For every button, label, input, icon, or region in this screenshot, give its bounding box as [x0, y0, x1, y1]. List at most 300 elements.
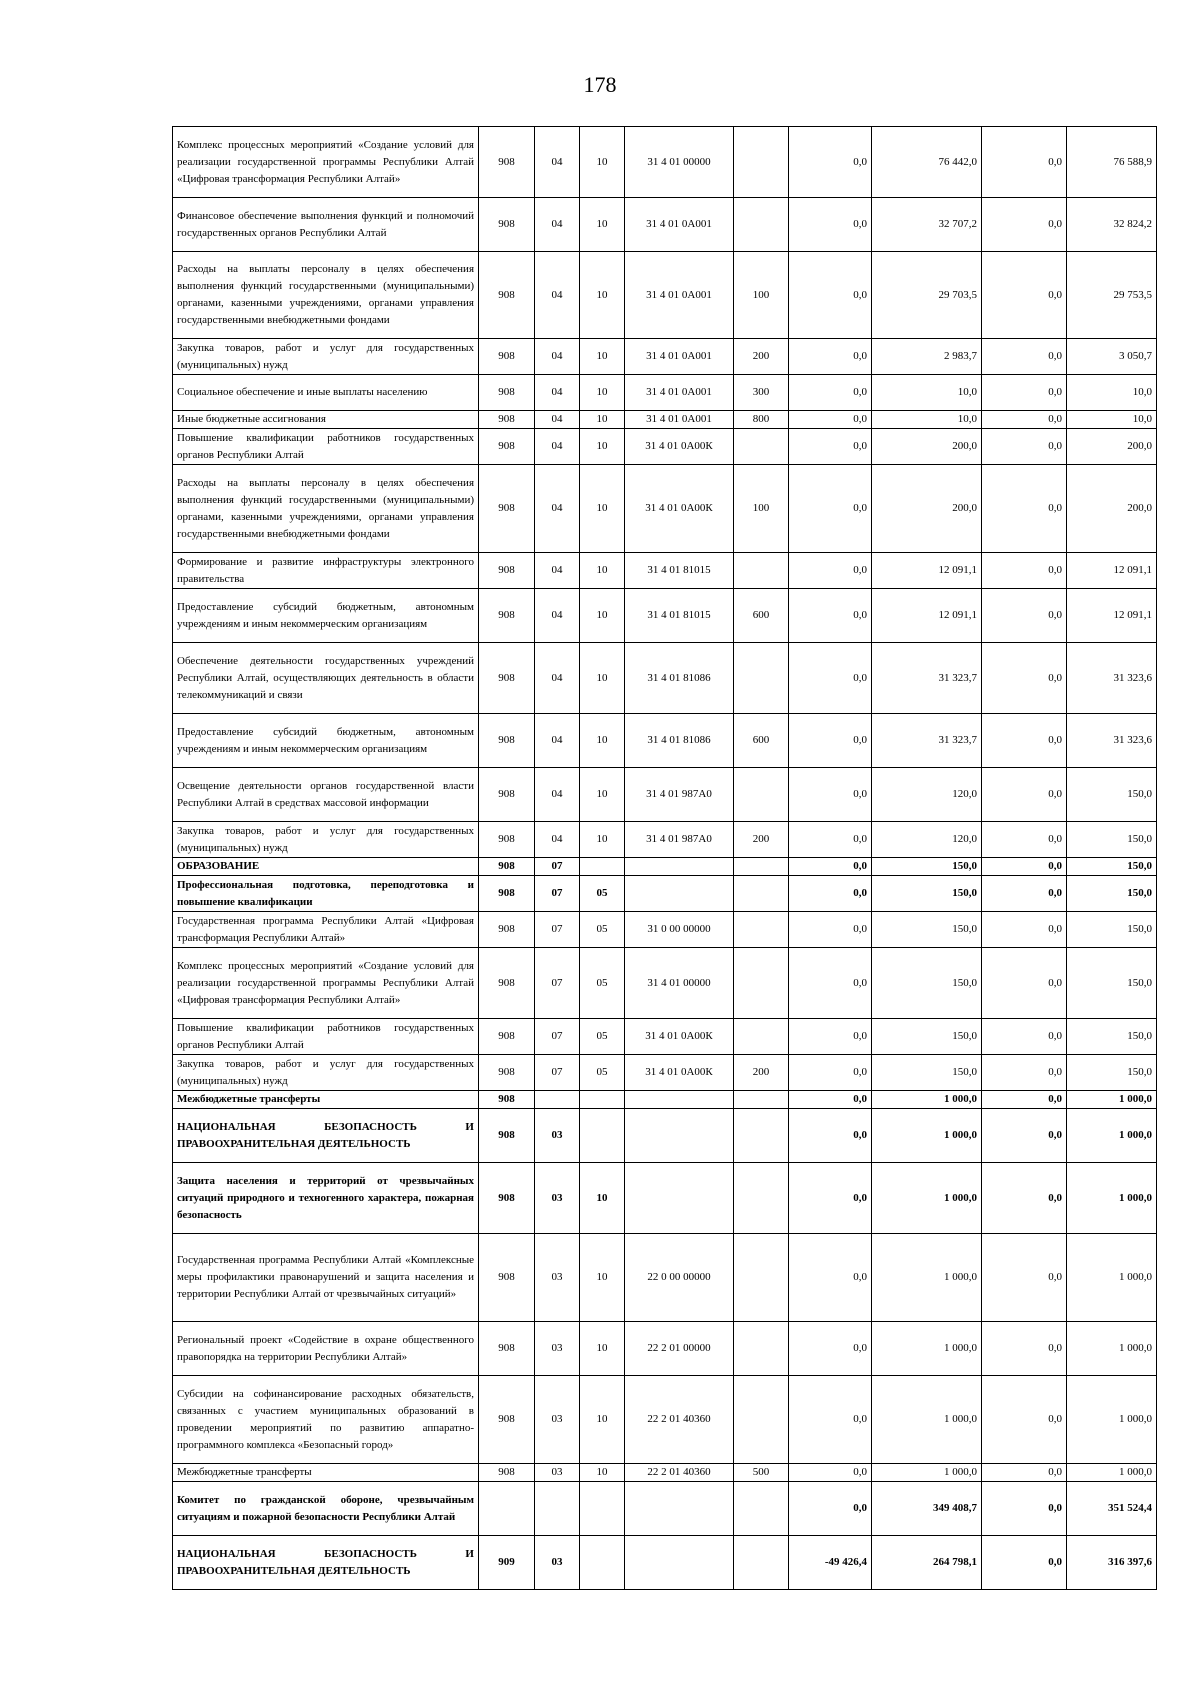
cell-grbs: 908	[479, 429, 535, 465]
cell-section	[535, 1091, 580, 1109]
cell-target-article: 31 4 01 0А00К	[625, 465, 734, 553]
cell-expense-type	[734, 1234, 789, 1322]
row-name: Государственная программа Республики Алтай «Цифровая трансформация Республики Алтай»	[173, 912, 479, 948]
table-row	[173, 465, 1157, 553]
cell-expense-type	[734, 1482, 789, 1536]
cell-section: 03	[535, 1109, 580, 1163]
cell-subsection: 10	[580, 465, 625, 553]
cell-expense-type: 200	[734, 339, 789, 375]
cell-target-article	[625, 858, 734, 876]
cell-amount-year-2: 31 323,6	[1067, 643, 1157, 714]
cell-subsection: 10	[580, 198, 625, 252]
cell-amount-change: 0,0	[789, 375, 872, 411]
cell-section: 04	[535, 411, 580, 429]
row-name: Комплекс процессных мероприятий «Создание условий для реализации государственной программы Республики Алтай «Цифровая трансформация Республики Алтай»	[173, 948, 479, 1019]
row-name: Межбюджетные трансферты	[173, 1091, 479, 1109]
cell-target-article: 31 4 01 81086	[625, 714, 734, 768]
cell-target-article: 31 0 00 00000	[625, 912, 734, 948]
page-number: 178	[583, 72, 617, 97]
row-name: Межбюджетные трансферты	[173, 1464, 479, 1482]
cell-amount-change: 0,0	[789, 589, 872, 643]
cell-expense-type: 600	[734, 589, 789, 643]
cell-expense-type	[734, 1322, 789, 1376]
cell-amount-change-2: 0,0	[982, 1322, 1067, 1376]
cell-amount-change-2: 0,0	[982, 912, 1067, 948]
cell-amount-year-2: 150,0	[1067, 858, 1157, 876]
row-name: НАЦИОНАЛЬНАЯ БЕЗОПАСНОСТЬ И ПРАВООХРАНИТЕЛЬНАЯ ДЕЯТЕЛЬНОСТЬ	[173, 1109, 479, 1163]
cell-expense-type	[734, 643, 789, 714]
cell-amount-year: 1 000,0	[872, 1163, 982, 1234]
table-row	[173, 553, 1157, 589]
cell-amount-change: 0,0	[789, 948, 872, 1019]
cell-section: 07	[535, 1055, 580, 1091]
cell-amount-change-2: 0,0	[982, 948, 1067, 1019]
cell-section: 04	[535, 429, 580, 465]
cell-grbs: 908	[479, 1055, 535, 1091]
cell-grbs: 908	[479, 1464, 535, 1482]
cell-expense-type	[734, 912, 789, 948]
cell-grbs: 908	[479, 252, 535, 339]
cell-grbs: 908	[479, 1019, 535, 1055]
cell-amount-year: 1 000,0	[872, 1464, 982, 1482]
cell-section: 04	[535, 553, 580, 589]
cell-amount-year-2: 200,0	[1067, 429, 1157, 465]
row-name: Комплекс процессных мероприятий «Создание условий для реализации государственной программы Республики Алтай «Цифровая трансформация Республики Алтай»	[173, 127, 479, 198]
cell-amount-change: 0,0	[789, 876, 872, 912]
cell-amount-year-2: 1 000,0	[1067, 1163, 1157, 1234]
cell-amount-year: 150,0	[872, 858, 982, 876]
cell-section: 04	[535, 375, 580, 411]
cell-amount-change-2: 0,0	[982, 1091, 1067, 1109]
cell-grbs: 908	[479, 1234, 535, 1322]
cell-grbs: 908	[479, 1163, 535, 1234]
row-name: Закупка товаров, работ и услуг для государственных (муниципальных) нужд	[173, 822, 479, 858]
cell-target-article: 31 4 01 0А00К	[625, 429, 734, 465]
cell-amount-change: 0,0	[789, 198, 872, 252]
cell-subsection: 10	[580, 252, 625, 339]
row-name: Профессиональная подготовка, переподготовка и повышение квалификации	[173, 876, 479, 912]
cell-grbs: 908	[479, 589, 535, 643]
cell-target-article: 22 2 01 00000	[625, 1322, 734, 1376]
cell-section: 07	[535, 948, 580, 1019]
cell-amount-change: 0,0	[789, 1482, 872, 1536]
cell-target-article: 22 2 01 40360	[625, 1376, 734, 1464]
cell-amount-year: 1 000,0	[872, 1091, 982, 1109]
cell-amount-change: 0,0	[789, 465, 872, 553]
cell-section: 04	[535, 768, 580, 822]
row-name: Финансовое обеспечение выполнения функций и полномочий государственных органов Республики Алтай	[173, 198, 479, 252]
cell-target-article: 31 4 01 0А00К	[625, 1019, 734, 1055]
cell-expense-type	[734, 429, 789, 465]
cell-grbs: 908	[479, 198, 535, 252]
cell-amount-year-2: 10,0	[1067, 375, 1157, 411]
cell-amount-change: 0,0	[789, 1464, 872, 1482]
cell-amount-change: 0,0	[789, 822, 872, 858]
cell-amount-year-2: 150,0	[1067, 822, 1157, 858]
table-row	[173, 768, 1157, 822]
cell-amount-change: 0,0	[789, 252, 872, 339]
cell-amount-year-2: 1 000,0	[1067, 1091, 1157, 1109]
cell-amount-year-2: 150,0	[1067, 1055, 1157, 1091]
cell-amount-change: 0,0	[789, 1163, 872, 1234]
table-row	[173, 1376, 1157, 1464]
cell-amount-year: 10,0	[872, 411, 982, 429]
table-row	[173, 1234, 1157, 1322]
cell-amount-year: 264 798,1	[872, 1536, 982, 1590]
cell-expense-type	[734, 1091, 789, 1109]
cell-grbs: 908	[479, 1109, 535, 1163]
row-name: Освещение деятельности органов государственной власти Республики Алтай в средствах массовой информации	[173, 768, 479, 822]
cell-expense-type: 200	[734, 1055, 789, 1091]
cell-target-article	[625, 1482, 734, 1536]
cell-amount-year: 1 000,0	[872, 1234, 982, 1322]
cell-section: 03	[535, 1376, 580, 1464]
cell-amount-year-2: 32 824,2	[1067, 198, 1157, 252]
cell-amount-year-2: 10,0	[1067, 411, 1157, 429]
row-name: Повышение квалификации работников государственных органов Республики Алтай	[173, 1019, 479, 1055]
cell-expense-type	[734, 1109, 789, 1163]
table-row	[173, 375, 1157, 411]
cell-grbs: 908	[479, 714, 535, 768]
cell-amount-change-2: 0,0	[982, 1109, 1067, 1163]
cell-amount-year: 150,0	[872, 1055, 982, 1091]
cell-amount-year: 200,0	[872, 465, 982, 553]
cell-subsection: 10	[580, 1234, 625, 1322]
cell-amount-year: 150,0	[872, 876, 982, 912]
cell-amount-year-2: 150,0	[1067, 1019, 1157, 1055]
cell-subsection: 10	[580, 1464, 625, 1482]
cell-subsection: 10	[580, 822, 625, 858]
cell-section: 07	[535, 1019, 580, 1055]
cell-subsection: 10	[580, 1376, 625, 1464]
cell-amount-year: 12 091,1	[872, 553, 982, 589]
cell-grbs: 908	[479, 411, 535, 429]
table-row	[173, 1019, 1157, 1055]
cell-amount-change-2: 0,0	[982, 1055, 1067, 1091]
row-name: Расходы на выплаты персоналу в целях обеспечения выполнения функций государственными (муниципальными) органами, казенными учреждениями, органами управления государственными внебюджетными фондами	[173, 252, 479, 339]
row-name: Предоставление субсидий бюджетным, автономным учреждениям и иным некоммерческим организациям	[173, 589, 479, 643]
cell-amount-year-2: 31 323,6	[1067, 714, 1157, 768]
cell-subsection: 05	[580, 1055, 625, 1091]
cell-amount-change: 0,0	[789, 1109, 872, 1163]
cell-target-article: 31 4 01 81015	[625, 553, 734, 589]
cell-amount-change: 0,0	[789, 1234, 872, 1322]
cell-amount-change: 0,0	[789, 768, 872, 822]
cell-amount-change: 0,0	[789, 553, 872, 589]
cell-amount-change-2: 0,0	[982, 411, 1067, 429]
cell-expense-type	[734, 858, 789, 876]
row-name: Закупка товаров, работ и услуг для государственных (муниципальных) нужд	[173, 1055, 479, 1091]
cell-amount-change-2: 0,0	[982, 643, 1067, 714]
cell-amount-change: 0,0	[789, 429, 872, 465]
row-name: Формирование и развитие инфраструктуры электронного правительства	[173, 553, 479, 589]
table-row	[173, 912, 1157, 948]
table-row	[173, 1109, 1157, 1163]
cell-amount-year-2: 29 753,5	[1067, 252, 1157, 339]
row-name: Закупка товаров, работ и услуг для государственных (муниципальных) нужд	[173, 339, 479, 375]
cell-grbs: 908	[479, 1091, 535, 1109]
table-row	[173, 643, 1157, 714]
cell-amount-change-2: 0,0	[982, 1234, 1067, 1322]
table-row	[173, 1464, 1157, 1482]
cell-expense-type	[734, 127, 789, 198]
table-row	[173, 858, 1157, 876]
cell-expense-type	[734, 1376, 789, 1464]
cell-amount-change-2: 0,0	[982, 876, 1067, 912]
table-row	[173, 822, 1157, 858]
row-name: Обеспечение деятельности государственных учреждений Республики Алтай, осуществляющих деятельность в области телекоммуникаций и связи	[173, 643, 479, 714]
cell-subsection: 10	[580, 643, 625, 714]
cell-section: 07	[535, 912, 580, 948]
cell-amount-year-2: 1 000,0	[1067, 1322, 1157, 1376]
cell-section: 04	[535, 127, 580, 198]
cell-section: 03	[535, 1536, 580, 1590]
cell-amount-year-2: 150,0	[1067, 876, 1157, 912]
cell-amount-change: 0,0	[789, 1091, 872, 1109]
cell-expense-type	[734, 198, 789, 252]
cell-grbs: 908	[479, 339, 535, 375]
cell-grbs: 909	[479, 1536, 535, 1590]
cell-target-article	[625, 1109, 734, 1163]
cell-subsection	[580, 1109, 625, 1163]
cell-subsection: 10	[580, 375, 625, 411]
cell-section: 04	[535, 822, 580, 858]
cell-subsection: 10	[580, 553, 625, 589]
cell-amount-change: 0,0	[789, 411, 872, 429]
table-row	[173, 1055, 1157, 1091]
cell-subsection: 10	[580, 589, 625, 643]
cell-target-article: 31 4 01 0А00К	[625, 1055, 734, 1091]
cell-amount-year: 349 408,7	[872, 1482, 982, 1536]
cell-amount-year-2: 12 091,1	[1067, 553, 1157, 589]
row-name: ОБРАЗОВАНИЕ	[173, 858, 479, 876]
cell-grbs: 908	[479, 1376, 535, 1464]
cell-target-article	[625, 1536, 734, 1590]
cell-amount-change-2: 0,0	[982, 1464, 1067, 1482]
cell-amount-year-2: 1 000,0	[1067, 1376, 1157, 1464]
cell-amount-year-2: 150,0	[1067, 948, 1157, 1019]
cell-amount-change: -49 426,4	[789, 1536, 872, 1590]
cell-amount-change-2: 0,0	[982, 1536, 1067, 1590]
cell-amount-change-2: 0,0	[982, 429, 1067, 465]
row-name: Государственная программа Республики Алтай «Комплексные меры профилактики правонарушений и защита населения и территории Республики Алтай от чрезвычайных ситуаций»	[173, 1234, 479, 1322]
cell-subsection: 10	[580, 1322, 625, 1376]
table-row	[173, 252, 1157, 339]
table-row	[173, 429, 1157, 465]
cell-expense-type: 500	[734, 1464, 789, 1482]
cell-amount-change-2: 0,0	[982, 589, 1067, 643]
cell-target-article: 22 0 00 00000	[625, 1234, 734, 1322]
table-row	[173, 589, 1157, 643]
cell-amount-year-2: 3 050,7	[1067, 339, 1157, 375]
cell-section: 04	[535, 198, 580, 252]
cell-amount-year-2: 351 524,4	[1067, 1482, 1157, 1536]
cell-target-article: 22 2 01 40360	[625, 1464, 734, 1482]
cell-subsection: 10	[580, 429, 625, 465]
cell-section: 04	[535, 252, 580, 339]
cell-subsection	[580, 1482, 625, 1536]
cell-target-article: 31 4 01 0А001	[625, 375, 734, 411]
cell-amount-change-2: 0,0	[982, 553, 1067, 589]
cell-amount-change: 0,0	[789, 127, 872, 198]
cell-section	[535, 1482, 580, 1536]
cell-amount-change: 0,0	[789, 1055, 872, 1091]
row-name: Предоставление субсидий бюджетным, автономным учреждениям и иным некоммерческим организациям	[173, 714, 479, 768]
cell-amount-year: 150,0	[872, 948, 982, 1019]
table-row	[173, 1482, 1157, 1536]
cell-amount-change-2: 0,0	[982, 252, 1067, 339]
cell-subsection: 10	[580, 411, 625, 429]
cell-amount-year: 32 707,2	[872, 198, 982, 252]
budget-table	[172, 126, 1157, 1590]
cell-expense-type	[734, 876, 789, 912]
cell-grbs: 908	[479, 375, 535, 411]
cell-amount-change: 0,0	[789, 1019, 872, 1055]
cell-subsection: 05	[580, 876, 625, 912]
cell-expense-type	[734, 1163, 789, 1234]
cell-amount-year: 2 983,7	[872, 339, 982, 375]
cell-amount-year: 1 000,0	[872, 1376, 982, 1464]
cell-grbs: 908	[479, 127, 535, 198]
cell-amount-change: 0,0	[789, 912, 872, 948]
cell-section: 03	[535, 1234, 580, 1322]
cell-grbs: 908	[479, 1322, 535, 1376]
table-row	[173, 948, 1157, 1019]
cell-expense-type	[734, 948, 789, 1019]
table-row	[173, 339, 1157, 375]
cell-amount-change-2: 0,0	[982, 714, 1067, 768]
table-row	[173, 127, 1157, 198]
cell-target-article: 31 4 01 00000	[625, 948, 734, 1019]
cell-grbs: 908	[479, 858, 535, 876]
cell-subsection	[580, 1091, 625, 1109]
row-name: НАЦИОНАЛЬНАЯ БЕЗОПАСНОСТЬ И ПРАВООХРАНИТЕЛЬНАЯ ДЕЯТЕЛЬНОСТЬ	[173, 1536, 479, 1590]
cell-subsection: 10	[580, 127, 625, 198]
cell-grbs: 908	[479, 948, 535, 1019]
row-name: Социальное обеспечение и иные выплаты населению	[173, 375, 479, 411]
cell-section: 04	[535, 714, 580, 768]
cell-amount-change-2: 0,0	[982, 1376, 1067, 1464]
cell-expense-type	[734, 768, 789, 822]
cell-subsection: 05	[580, 912, 625, 948]
cell-amount-year-2: 1 000,0	[1067, 1109, 1157, 1163]
cell-grbs: 908	[479, 912, 535, 948]
cell-target-article	[625, 1091, 734, 1109]
cell-section: 04	[535, 589, 580, 643]
cell-amount-year-2: 12 091,1	[1067, 589, 1157, 643]
table-row	[173, 876, 1157, 912]
cell-target-article: 31 4 01 00000	[625, 127, 734, 198]
cell-expense-type: 100	[734, 252, 789, 339]
row-name: Повышение квалификации работников государственных органов Республики Алтай	[173, 429, 479, 465]
cell-amount-change-2: 0,0	[982, 858, 1067, 876]
cell-amount-change-2: 0,0	[982, 198, 1067, 252]
cell-section: 03	[535, 1163, 580, 1234]
cell-target-article: 31 4 01 81086	[625, 643, 734, 714]
cell-amount-change: 0,0	[789, 1322, 872, 1376]
row-name: Расходы на выплаты персоналу в целях обеспечения выполнения функций государственными (муниципальными) органами, казенными учреждениями, органами управления государственными внебюджетными фондами	[173, 465, 479, 553]
cell-section: 04	[535, 643, 580, 714]
cell-target-article: 31 4 01 81015	[625, 589, 734, 643]
table-row	[173, 411, 1157, 429]
cell-subsection: 05	[580, 948, 625, 1019]
cell-amount-change: 0,0	[789, 714, 872, 768]
cell-amount-year-2: 316 397,6	[1067, 1536, 1157, 1590]
table-row	[173, 1322, 1157, 1376]
cell-section: 04	[535, 339, 580, 375]
cell-amount-year-2: 150,0	[1067, 768, 1157, 822]
cell-subsection: 10	[580, 339, 625, 375]
cell-amount-change-2: 0,0	[982, 1482, 1067, 1536]
cell-expense-type: 100	[734, 465, 789, 553]
row-name: Защита населения и территорий от чрезвычайных ситуаций природного и техногенного характера, пожарная безопасность	[173, 1163, 479, 1234]
cell-grbs: 908	[479, 822, 535, 858]
cell-subsection	[580, 1536, 625, 1590]
cell-amount-change: 0,0	[789, 339, 872, 375]
cell-target-article	[625, 1163, 734, 1234]
cell-subsection: 10	[580, 714, 625, 768]
cell-amount-year-2: 1 000,0	[1067, 1464, 1157, 1482]
cell-amount-year-2: 150,0	[1067, 912, 1157, 948]
cell-section: 04	[535, 465, 580, 553]
cell-expense-type: 800	[734, 411, 789, 429]
cell-target-article: 31 4 01 987А0	[625, 768, 734, 822]
cell-subsection: 10	[580, 768, 625, 822]
table-row	[173, 1163, 1157, 1234]
cell-amount-year: 12 091,1	[872, 589, 982, 643]
cell-subsection	[580, 858, 625, 876]
cell-amount-year: 31 323,7	[872, 714, 982, 768]
cell-amount-change: 0,0	[789, 1376, 872, 1464]
cell-subsection: 05	[580, 1019, 625, 1055]
cell-amount-change-2: 0,0	[982, 375, 1067, 411]
row-name: Субсидии на софинансирование расходных обязательств, связанных с участием муниципальных образований в проведении мероприятий по развитию аппаратно-программного комплекса «Безопасный город»	[173, 1376, 479, 1464]
cell-amount-year: 76 442,0	[872, 127, 982, 198]
cell-section: 03	[535, 1464, 580, 1482]
cell-expense-type: 200	[734, 822, 789, 858]
table-row	[173, 198, 1157, 252]
cell-expense-type	[734, 1536, 789, 1590]
cell-amount-change-2: 0,0	[982, 1163, 1067, 1234]
cell-amount-change-2: 0,0	[982, 768, 1067, 822]
cell-amount-change-2: 0,0	[982, 822, 1067, 858]
cell-expense-type: 300	[734, 375, 789, 411]
cell-amount-change-2: 0,0	[982, 127, 1067, 198]
cell-amount-year-2: 200,0	[1067, 465, 1157, 553]
table-row	[173, 1536, 1157, 1590]
cell-amount-year: 200,0	[872, 429, 982, 465]
cell-amount-change: 0,0	[789, 858, 872, 876]
cell-section: 07	[535, 876, 580, 912]
cell-amount-year-2: 76 588,9	[1067, 127, 1157, 198]
cell-amount-change-2: 0,0	[982, 465, 1067, 553]
cell-target-article: 31 4 01 0А001	[625, 252, 734, 339]
cell-expense-type	[734, 1019, 789, 1055]
cell-amount-year: 150,0	[872, 1019, 982, 1055]
cell-grbs: 908	[479, 553, 535, 589]
cell-amount-change-2: 0,0	[982, 1019, 1067, 1055]
cell-expense-type: 600	[734, 714, 789, 768]
cell-section: 03	[535, 1322, 580, 1376]
cell-amount-year: 120,0	[872, 768, 982, 822]
cell-amount-year: 10,0	[872, 375, 982, 411]
cell-grbs: 908	[479, 876, 535, 912]
cell-amount-change-2: 0,0	[982, 339, 1067, 375]
row-name: Комитет по гражданской обороне, чрезвычайным ситуациям и пожарной безопасности Республики Алтай	[173, 1482, 479, 1536]
row-name: Иные бюджетные ассигнования	[173, 411, 479, 429]
row-name: Региональный проект «Содействие в охране общественного правопорядка на территории Республики Алтай»	[173, 1322, 479, 1376]
cell-amount-year-2: 1 000,0	[1067, 1234, 1157, 1322]
